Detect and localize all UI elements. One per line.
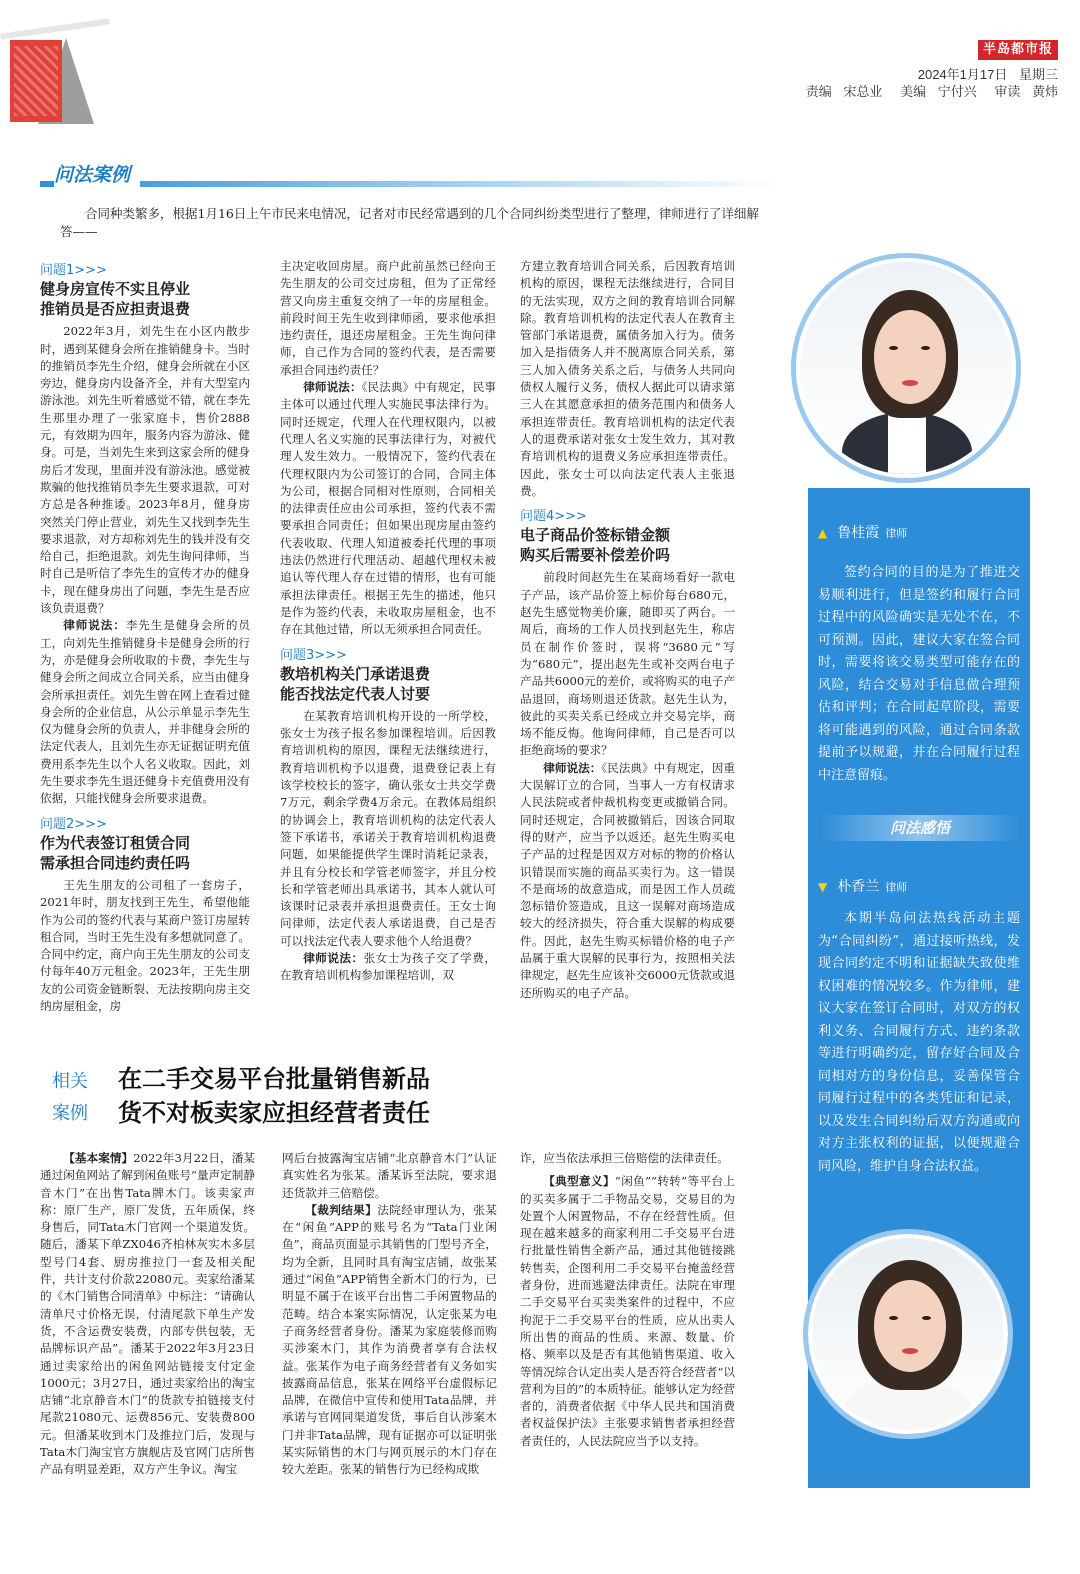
lawyer-text: 《民法典》中有规定，民事主体可以通过代理人实施民事法律行为。同时还规定，代理人在代理权限内，以被代理人名义实施的民事法律行为，对被代理人发生效力。一般情况下，签约代表在代理权限内为公司签订的合同，合同主体为公司，根据合同相对性原则，合同相关的法律责任应由公司承担，签约代表不需要承担合同责任；但如果出现房屋由签约代表收取、代理人知道被委托代理的事项违法仍然进行代理活动、超越代理权未被追认等代理人存在过错的情形，也有可能承担法律责任。根据王先生的描述，他只是作为签约代表，未收取房屋租金，也不存在其他过错，所以无须承担合同责任。 [280, 380, 496, 637]
lawyer-2-photo [808, 1234, 1008, 1434]
article-column-2 [280, 258, 496, 993]
question-title [40, 833, 250, 873]
lawyer-label: 律师说法： [543, 760, 602, 775]
question-title-line: 需承担合同违约责任吗 [40, 853, 191, 872]
credits [798, 83, 1058, 100]
newspaper-logo: 半岛都市报 [978, 40, 1058, 60]
lawyer-1-photo [796, 258, 1016, 478]
lawyer-label: 律师说法： [303, 380, 362, 395]
question-title-line: 教培机构关门承诺退费 [280, 664, 431, 683]
question-title [520, 525, 735, 565]
corner-decoration [0, 0, 120, 130]
lawyer-name-text: 鲁桂霞 [837, 525, 880, 541]
verdict-text: 法院经审理认为，张某在“闲鱼”APP的账号名为“Tata门业闲鱼”，商品页面显示其销售的门型号齐全，均为全新，且同时具有淘宝店铺，故张某通过“闲鱼”APP销售全新木门的行为，已明显不属于在该平台出售二手闲置物品的范畴。结合本案实际情况，认定张某为电子商务经营者身份。潘某为家庭装修而购买涉案木门，其作为消费者享有合法权益。张某作为电子商务经营者有义务如实披露商品信息，张某在网络平台虚假标记品牌，在微信中宣传和使用Tata品牌，并承诺与官网同渠道发货，事后自认涉案木门并非Tata品牌，现有证据亦可以证明张某实际销售的木门与网页展示的木门存在较大差距。张某的销售行为已经构成欺 [282, 1202, 497, 1477]
question-label: 问题1>>> [40, 263, 107, 278]
question-body: 前段时间赵先生在某商场看好一款电子产品，该产品价签上标价每台680元，赵先生感觉物美价廉，随即买了两台。一周后，商场的工作人员找到赵先生，称店员在制作价签时，误将“3680元”写为“680元”，提出赵先生或补交两台电子产品共6000元的差价，或将购买的电子产品退回，商场则退还货款。赵先生认为，彼此的买卖关系已经成立并交易完毕，商场不能反悔。他询问律师，自己是否可以拒绝商场的要求？ [520, 570, 736, 758]
related-title-line: 货不对板卖家应担经营者责任 [118, 1099, 430, 1127]
lawyer-name-text: 朴香兰 [837, 879, 880, 895]
question-body: 王先生朋友的公司租了一套房子，2021年时，朋友找到王先生，希望他能作为公司的签约代表与某商户签订房屋转租合同，当时王先生没有多想就同意了。合同中约定，商户向王先生朋友的公司支付每年40万元租金。2023年，王先生朋友的公司资金链断裂、无法按期向房主交纳房屋租金，房 [40, 877, 250, 1013]
question-title-line: 能否找法定代表人讨要 [280, 684, 431, 703]
question-4 [520, 508, 735, 1002]
credit-label: 责编 [805, 84, 832, 99]
question-title-line: 购买后需要补偿差价吗 [520, 546, 671, 565]
verdict-text-cont: 诈，应当依法承担三倍赔偿的法律责任。 [520, 1151, 729, 1165]
related-column-3 [520, 1150, 735, 1450]
question-label: 问题2>>> [40, 816, 107, 832]
question-body: 在某教育培训机构开设的一所学校，张女士为孩子报名参加课程培训。后因教育培训机构的原因，课程无法继续进行，教育培训机构予以退费，退费登记表上有该学校校长的签字，确认张女士共交学费7万元，剩余学费4万余元。在教体局组织的协调会上，教育培训机构的法定代表人签下承诺书，承诺关于教育培训机构退费问题，如果能提供学生课时消耗记录表，并且有分校长和学管老师签字，并且分校长和学管老师出具承诺书，其本人就认可该课时记录表并承担退费责任。王女士询问律师，法定代表人承诺退费，自己是否可以找法定代表人要求他个人给退费？ [280, 708, 496, 948]
lawyer-1-name [818, 522, 907, 542]
question-3-cont [520, 258, 735, 500]
lawyer-answer [520, 760, 735, 1002]
related-title-line: 在二手交易平台批量销售新品 [118, 1065, 430, 1093]
related-tag-line: 相关 [52, 1071, 88, 1092]
section-title: 问法案例 [54, 160, 140, 187]
lawyer-2-name [818, 876, 907, 896]
related-tag [52, 1066, 88, 1130]
credit-label: 美编 [900, 84, 927, 99]
related-meaning [520, 1173, 735, 1450]
question-2-cont [280, 258, 496, 639]
facts-text: 2022年3月22日，潘某通过闲鱼网站了解到闲鱼账号“量声定制静音木门”在出售Tata牌木门。该卖家声称：原厂生产，原厂发货，五年质保，终身售后，同Tata木门官网一个渠道发货。随后，潘某下单ZX046齐柏林灰实木多层型号门4套、厨房推拉门一套及相关配件，共计支付价款22080元。卖家给潘某的《木门销售合同清单》中标注：“请确认清单尺寸价格无误，付清尾款下单生产发货，不含运费安装费，内部专供包装，无品牌标识产品”。潘某于2022年3月23日通过卖家给出的闲鱼网站链接支付定金1000元；3月27日，通过卖家给出的淘宝店铺“北京静音木门”的货款专拍链接支付尾款21080元、运费856元、安装费800元。但潘某收到木门及推拉门后，发现与Tata木门淘宝官方旗舰店及官网门店所售产品有明显差距，双方产生争议。淘宝 [40, 1151, 255, 1477]
lawyer-label: 律师说法： [63, 618, 126, 633]
lawyer-1-opinion: 签约合同的目的是为了推进交易顺利进行，但是签约和履行合同过程中的风险确实是无处不在，不可预测。因此，建议大家在签合同时，需要将该交易类型可能存在的风险，结合交易对手信息做合理预估和评判；在合同起草阶段，需要将可能遇到的风险，通过合同条款提前予以规避，并在合同履行过程中注意留痕。 [818, 565, 1020, 783]
question-label: 问题3>>> [280, 647, 347, 663]
credit-label: 审读 [994, 84, 1021, 99]
related-title [118, 1062, 430, 1130]
question-title-line: 健身房宣传不实且停业 [40, 280, 191, 299]
question-2 [40, 816, 250, 1016]
lawyer-text: 李先生是健身会所的员工，向刘先生推销健身卡是健身会所的行为，亦是健身会所收取的卡费，李先生与健身会所之间成立合同关系，应当由健身会所承担责任。刘先生曾在网上查看过健身会所的企业信息，从公示单显示李先生仅为健身会所的负责人，并非健身会所的法定代表人，且刘先生亦无证据证明充值费用系李先生以个人名义收取。因此，刘先生要求李先生退还健身卡充值费用没有依据，只能找健身会所要求退费。 [40, 618, 250, 806]
triangle-up-icon: ▲ [818, 526, 828, 540]
related-column-2 [282, 1150, 497, 1479]
lawyer-role: 律师 [885, 881, 908, 894]
section-header [40, 160, 790, 190]
question-title [40, 279, 250, 319]
credit-name: 黄炜 [1031, 84, 1058, 99]
related-verdict [282, 1202, 497, 1479]
facts-label: 【基本案情】 [63, 1151, 134, 1165]
question-title-line: 电子商品价签标错金额 [520, 526, 671, 545]
insight-title: 问法感悟 [889, 819, 950, 837]
question-1 [40, 262, 250, 808]
triangle-down-icon: ▼ [818, 880, 828, 894]
question-title-line: 推销员是否应担责退费 [40, 300, 191, 319]
article-column-3 [520, 258, 735, 1010]
insight-band [820, 815, 1020, 841]
lawyer-text: 方建立教育培训合同关系，后因教育培训机构的原因，课程无法继续进行，合同目的无法实现，双方之间的教育培训合同解除。教育培训机构的法定代表人在教育主管部门承诺退费，属债务加入行为。债务加入是指债务人并不脱离原合同关系，第三人加入债务关系之后，与债务人共同向债权人履行义务，债权人据此可以请求第三人在其愿意承担的债务范围内和债务人承担连带责任。教育培训机构的法定代表人的退费承诺对张女士发生效力，其对教育培训机构的退费义务应承担连带责任。因此，张女士可以向法定代表人主张退费。 [520, 259, 735, 498]
lawyer-answer [280, 950, 496, 985]
lawyer-answer [40, 617, 250, 807]
credit-name: 宋总业 [843, 84, 883, 99]
lawyer-role: 律师 [885, 527, 908, 540]
related-case-header [40, 1062, 760, 1137]
question-body: 2022年3月，刘先生在小区内散步时，遇到某健身会所在推销健身卡。当时的推销员李先生介绍，健身会所就在小区旁边，健身房内设备齐全，并有大型室内游泳池。刘先生听着感觉不错，就在李先生那里办理了一张家庭卡，售价2888元，有效期为四年，服务内容为游泳、健身。可是，当刘先生来到这家会所的健身房后才发现，里面并没有游泳池。感觉被欺骗的他找推销员李先生要求退款，可对方总是各种推诿。2023年8月，健身房突然关门停止营业，刘先生又找到李先生要求退款，对方却称刘先生的钱并没有交给自己，拒绝退款。刘先生询问律师，当时自己是听信了李先生的宣传才办的健身卡，现在健身房出了问题，李先生是否应该负责退费？ [40, 324, 250, 616]
question-title-line: 作为代表签订租赁合同 [40, 833, 191, 852]
question-3 [280, 647, 496, 985]
lawyer-text: 张女士为孩子交了学费，在教育培训机构参加课程培训，双 [280, 950, 496, 983]
lawyer-text: 《民法典》中有规定，因重大误解订立的合同，当事人一方有权请求人民法院或者仲裁机构变更或撤销合同。同时还规定，合同被撤销后，因该合同取得的财产，应当予以返还。赵先生购买电子产品的过程是因双方对标的物的价格认识错误而实施的商品买卖行为。这一错误不是商场的故意造成，而是因工作人员疏忽标错价签造成，且这一误解对商场造成较大的经济损失，符合重大误解的构成要件。因此，赵先生购买标错价格的电子产品属于重大误解的民事行为，按照相关法律规定，赵先生应该补交6000元货款或退还所购买的电子产品。 [520, 760, 736, 1000]
facts-text-cont: 网后台披露淘宝店铺“北京静音木门”认证真实姓名为张某。潘某诉至法院，要求退还货款并三倍赔偿。 [282, 1151, 497, 1200]
related-column-1 [40, 1150, 255, 1479]
intro-paragraph: 合同种类繁多，根据1月16日上午市民来电情况，记者对市民经常遇到的几个合同纠纷类型进行了整理，律师进行了详细解答—— [60, 206, 759, 239]
related-tag-line: 案例 [52, 1103, 88, 1124]
lawyer-label: 律师说法： [303, 950, 364, 965]
credit-name: 宁付兴 [937, 84, 977, 99]
header-meta [798, 66, 1058, 100]
issue-date: 2024年1月17日 [917, 67, 1008, 82]
lawyer-2-opinion: 本期半岛问法热线活动主题为“合同纠纷”，通过接听热线，发现合同约定不明和证据缺失致使维权困难的情况较多。作为律师，建议大家在签订合同时，对双方的权利义务、合同履行方式、违约条款等进行明确约定，留存好合同及合同相对方的身份信息，妥善保管合同履行过程中的各类凭证和记录，以及发生合同纠纷后双方沟通或向对方主张权利的证据，以便规避合同风险，维护自身合法权益。 [818, 911, 1020, 1174]
meaning-text: “闲鱼”“转转”等平台上的买卖多属于二手物品交易，交易目的为处置个人闲置物品，不存在经营性质。但现在越来越多的商家利用二手交易平台进行批量性销售全新产品，通过其他链接跳转售卖，企图利用二手交易平台掩盖经营者身份，进而逃避法律责任。法院在审理二手交易平台买卖类案件的过程中，不应拘泥于二手交易平台的性质，应从出卖人所出售的商品的性质、来源、数量、价格、频率以及是否有其他销售渠道、收入等情况综合认定出卖人是否符合经营者“以营利为目的”的本质特征。能够认定为经营者的，消费者依据《中华人民共和国消费者权益保护法》主张要求销售者承担经营者责任的，人民法院应当予以支持。 [520, 1174, 735, 1448]
section-stripe [40, 181, 780, 187]
verdict-label: 【裁判结果】 [305, 1202, 378, 1217]
question-title [280, 664, 496, 704]
question-body: 主决定收回房屋。商户此前虽然已经向王先生朋友的公司交过房租，但为了正常经营又向房主重复交纳了一年的房屋租金。前段时间王先生收到律师函，要求他承担违约责任，退还房屋租金。王先生询问律师，自己作为合同的签约代表，是否需要承担合同违约责任？ [280, 259, 496, 377]
lawyer-answer [280, 379, 496, 638]
article-column-1 [40, 258, 250, 1023]
issue-weekday: 星期三 [1018, 67, 1058, 82]
meaning-label: 【典型意义】 [543, 1174, 615, 1189]
related-facts [40, 1150, 255, 1479]
question-label: 问题4>>> [520, 509, 587, 525]
